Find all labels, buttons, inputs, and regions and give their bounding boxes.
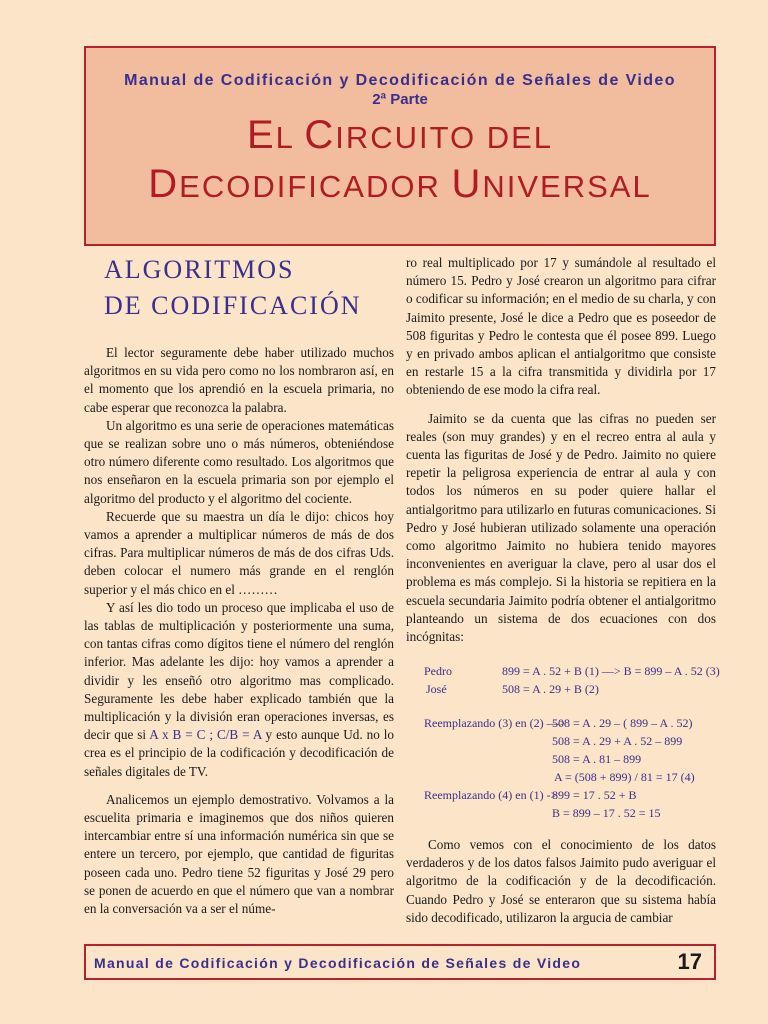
paragraph: Recuerde que su maestra un día le dijo: chicos hoy vamos a aprender a multiplicar números de más de dos cifras. Para multiplicar números de más de dos cifras Uds. deben colocar el numero más grande en el renglón superior y el más chico en el ……… xyxy=(84,508,394,597)
title-initial: D xyxy=(148,162,180,206)
title-word: NIVERSAL xyxy=(482,169,652,204)
title-word: IRCUITO DEL xyxy=(335,120,554,155)
article-title-line-1 xyxy=(86,112,714,161)
left-column xyxy=(84,344,394,918)
page-number: 17 xyxy=(677,949,702,974)
equation-step-1: 508 = A . 29 – ( 899 – A . 52) xyxy=(552,716,693,730)
equation-step-2: 508 = A . 29 + A . 52 – 899 xyxy=(552,734,683,748)
closing-text xyxy=(406,836,716,927)
page-footer xyxy=(84,944,716,980)
paragraph: Jaimito se da cuenta que las cifras no pueden ser reales (son muy grandes) y en el recreo entra al aula y cuenta las figuritas de José y de Pedro. Jaimito no quiere repetir la peligrosa experiencia de entrar al aula y con todos los números en su poder quiere hallar el antialgoritmo para utilizarlo en futuras comunicaciones. Si Pedro y José hubieran utilizado solamente una operación como algoritmo Jaimito no hubiera tenido mayores inconvenientes en averiguar la clave, pero al usar dos el problema es más complejo. Si la historia se repitiera en la escuela secundaria Jaimito podría obtener el antialgoritmo planteando un sistema de dos ecuaciones con dos incógnitas: xyxy=(406,410,716,645)
right-column xyxy=(406,254,720,925)
paragraph: ro real multiplicado por 17 y sumándole al resultado el número 15. Pedro y José crearon un algoritmo para cifrar o codificar su información; en el medio de su charla, y con Jaimito presente, José le dice a Pedro que es poseedor de 508 figuritas y Pedro le contesta que él posee 899. Luego y en privado ambos aplican el antialgoritmo que consiste en restarle 15 a la cifra transmitida y dividirla por 17 obteniendo de ese modo la cifra real. xyxy=(406,255,716,398)
article-title-line-2 xyxy=(86,161,714,210)
equation-label-replace-2: Reemplazando (4) en (1) -> xyxy=(424,788,558,802)
section-heading-line-1: ALGORITMOS xyxy=(104,255,295,284)
title-initial: C xyxy=(304,113,336,157)
section-heading xyxy=(104,252,394,324)
section-heading-line-2: DE CODIFICACIÓN xyxy=(104,291,362,320)
equation-1: 899 = A . 52 + B (1) —> B = 899 – A . 52 (3) xyxy=(502,664,720,678)
series-title: Manual de Codificación y Decodificación de Señales de Video xyxy=(124,72,676,89)
equation-label-jose: José xyxy=(426,682,447,696)
paragraph: Como vemos con el conocimiento de los datos verdaderos y de los datos falsos Jaimito pudo averiguar el algoritmo de la codificación y de la decodificación. Cuando Pedro y José se enteraron que su sistema había sido decodificado, utilizaron la argucia de cambiar xyxy=(406,837,716,925)
paragraph: Analicemos un ejemplo demostrativo. Volvamos a la escuelita primaria e imaginemos que dos niños quieren intercambiar entre sí una información numérica sin que se entere un tercero, por ejemplo, que cantidad de figuritas poseen cada uno. Pedro tiene 52 figuritas y José 29 pero se ponen de acuerdo en que el número que van a nombrar en la conversación va a ser el núme- xyxy=(84,791,394,917)
paragraph: El lector seguramente debe haber utilizado muchos algoritmos en su vida pero como no los nombraron así, en el momento que los aprendió en la escuela primaria, no cabe esperar que reconozca la palabra. xyxy=(84,345,394,415)
equation-2: 508 = A . 29 + B (2) xyxy=(502,682,599,696)
paragraph-text: y esto aunque Ud. no lo crea es el principio de la codificación y decodificación de señales digitales de TV. xyxy=(84,727,395,779)
paragraph: Un algoritmo es una serie de operaciones matemáticas que se realizan sobre uno o más números, obteniéndose otro número diferente como resultado. Los algoritmos que nos enseñaron en la escuela primaria son por ejemplo el algoritmo del producto y el algoritmo del cociente. xyxy=(84,417,394,506)
title-word: ECODIFICADOR xyxy=(179,169,452,204)
equation-step-6: B = 899 – 17 . 52 = 15 xyxy=(552,806,661,820)
title-initial: E xyxy=(246,113,276,157)
equation-step-4: A = (508 + 899) / 81 = 17 (4) xyxy=(554,770,695,784)
article-header xyxy=(84,46,716,246)
inline-formula: A x B = C ; C/B = A xyxy=(149,727,262,743)
equation-step-3: 508 = A . 81 – 899 xyxy=(552,752,642,766)
paragraph xyxy=(84,599,394,781)
equation-step-5: 899 = 17 . 52 + B xyxy=(552,788,637,802)
title-initial: U xyxy=(451,162,483,206)
equation-label-pedro: Pedro xyxy=(424,664,452,678)
footer-title: Manual de Codificación y Decodificación de Señales de Video xyxy=(94,955,582,971)
equation-label-replace-1: Reemplazando (3) en (2) —> xyxy=(424,716,566,730)
title-word: L xyxy=(275,120,305,155)
paragraph-text: Y así les dio todo un proceso que implicaba el uso de las tablas de multiplicación y posteriormente una suma, con tantas cifras como dígitos tiene el número del renglón inferior. Mas adelante les dijo: hoy vamos a aprender a dividir y les enseñó otro algoritmo mas complicado. Seguramente les debe haber explicado también que la multiplicación y la división eran operaciones inversas, es decir que si xyxy=(84,599,394,743)
part-label: 2ª Parte xyxy=(372,91,428,108)
